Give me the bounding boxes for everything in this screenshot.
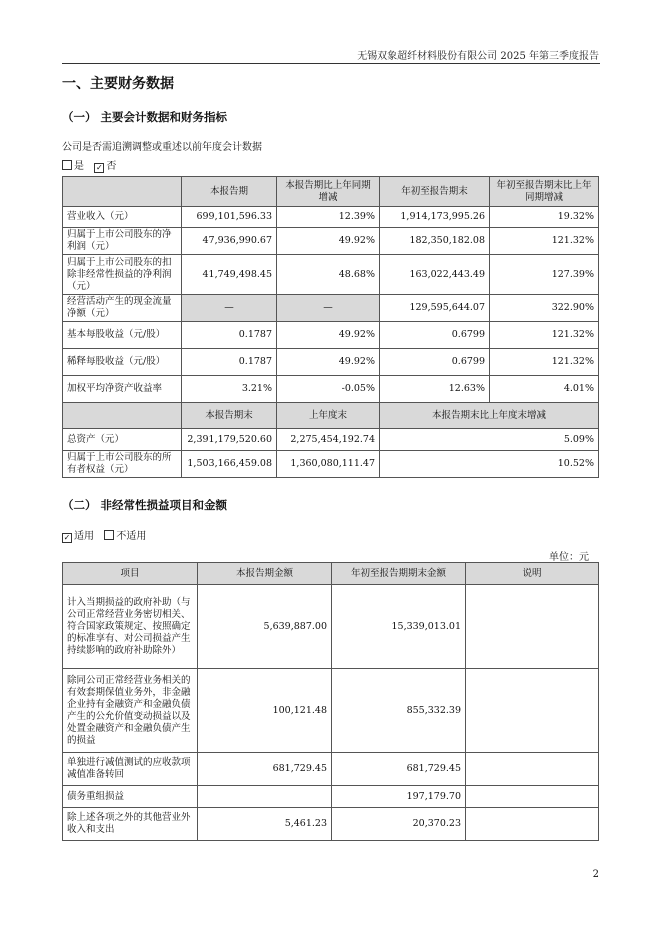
option-applicable-label: 适用: [74, 531, 94, 542]
table-cell: [466, 669, 599, 753]
table-cell: 681,729.45: [332, 753, 466, 786]
table-cell: 121.32%: [490, 228, 599, 255]
table-cell: 0.1787: [182, 322, 277, 349]
subsection-2-title: （二） 非经常性损益项目和金额: [62, 498, 228, 512]
table-cell: [466, 786, 599, 808]
row-label: 除上述各项之外的其他营业外收入和支出: [63, 808, 198, 841]
table1-header: 年初至报告期末: [380, 177, 490, 207]
table-cell: 3.21%: [182, 376, 277, 403]
row-label: 总资产（元）: [63, 429, 182, 451]
table-cell: 12.39%: [277, 207, 380, 228]
table-cell: 699,101,596.33: [182, 207, 277, 228]
table-cell: 47,936,990.67: [182, 228, 277, 255]
applicability-options: [62, 527, 146, 543]
option-yes-label: 是: [74, 161, 84, 172]
table-cell: 0.6799: [380, 322, 490, 349]
table-cell: 49.92%: [277, 349, 380, 376]
table-row: [63, 786, 599, 808]
checkbox-not-applicable[interactable]: [104, 530, 114, 540]
table1-header: 本报告期: [182, 177, 277, 207]
table-row: [63, 585, 599, 669]
non-recurring-items-table: [62, 562, 599, 841]
table-cell: 5,461.23: [198, 808, 332, 841]
table-cell: 127.39%: [490, 255, 599, 295]
table-cell: 681,729.45: [198, 753, 332, 786]
table-row: [63, 255, 599, 295]
row-label: 经营活动产生的现金流量净额（元）: [63, 295, 182, 322]
table2-header: 本报告期金额: [198, 563, 332, 585]
table-cell: 163,022,443.49: [380, 255, 490, 295]
table1b-header: 上年度末: [277, 403, 380, 429]
table1b-header: 本报告期末比上年度末增减: [380, 403, 599, 429]
table-cell: 100,121.48: [198, 669, 332, 753]
row-label: 加权平均净资产收益率: [63, 376, 182, 403]
row-label: 稀释每股收益（元/股）: [63, 349, 182, 376]
row-label: 基本每股收益（元/股）: [63, 322, 182, 349]
table-cell: 20,370.23: [332, 808, 466, 841]
table-row: [63, 451, 599, 478]
row-label: 归属于上市公司股东的净利润（元）: [63, 228, 182, 255]
table2-header: 说明: [466, 563, 599, 585]
table-cell: 5,639,887.00: [198, 585, 332, 669]
table2-header: 项目: [63, 563, 198, 585]
table-cell: —: [182, 295, 277, 322]
table-row: [63, 753, 599, 786]
table1b-header: 本报告期末: [182, 403, 277, 429]
table-cell: [466, 808, 599, 841]
row-label: 营业收入（元）: [63, 207, 182, 228]
table1-header: 本报告期比上年同期增减: [277, 177, 380, 207]
row-label: 归属于上市公司股东的所有者权益（元）: [63, 451, 182, 478]
table-row: [63, 669, 599, 753]
table-cell: 5.09%: [380, 429, 599, 451]
table-cell: 121.32%: [490, 349, 599, 376]
table-cell: 1,360,080,111.47: [277, 451, 380, 478]
restatement-question: 公司是否需追溯调整或重述以前年度会计数据: [62, 142, 262, 153]
table-row: [63, 228, 599, 255]
header-divider: [62, 63, 600, 64]
table-cell: 1,914,173,995.26: [380, 207, 490, 228]
table-row: [63, 295, 599, 322]
table-row: [63, 808, 599, 841]
table-cell: [466, 585, 599, 669]
table-cell: —: [277, 295, 380, 322]
table2-header: 年初至报告期期末金额: [332, 563, 466, 585]
table-row: [63, 349, 599, 376]
table-cell: 855,332.39: [332, 669, 466, 753]
table-cell: -0.05%: [277, 376, 380, 403]
table-cell: [466, 753, 599, 786]
page-number: 2: [592, 869, 599, 880]
checkbox-yes[interactable]: [62, 160, 72, 170]
row-label: 计入当期损益的政府补助（与公司正常经营业务密切相关、符合国家政策规定、按照确定的标准享有、对公司损益产生持续影响的政府补助除外）: [63, 585, 198, 669]
table-cell: 0.6799: [380, 349, 490, 376]
table-cell: 15,339,013.01: [332, 585, 466, 669]
row-label: 归属于上市公司股东的扣除非经常性损益的净利润（元）: [63, 255, 182, 295]
table-row: [63, 207, 599, 228]
table-cell: [198, 786, 332, 808]
table-cell: 41,749,498.45: [182, 255, 277, 295]
table1-header: 年初至报告期末比上年同期增减: [490, 177, 599, 207]
restatement-options: [62, 157, 116, 173]
table1b-header-blank: [63, 403, 182, 429]
row-label: 单独进行减值测试的应收款项减值准备转回: [63, 753, 198, 786]
table-cell: 197,179.70: [332, 786, 466, 808]
table-cell: 4.01%: [490, 376, 599, 403]
table-cell: 182,350,182.08: [380, 228, 490, 255]
subsection-1-title: （一） 主要会计数据和财务指标: [62, 110, 228, 124]
row-label: 债务重组损益: [63, 786, 198, 808]
checkbox-no[interactable]: ✓: [96, 163, 103, 172]
section-title: 一、主要财务数据: [62, 76, 174, 92]
table-cell: 12.63%: [380, 376, 490, 403]
unit-label: 单位：元: [549, 552, 589, 563]
table-cell: 121.32%: [490, 322, 599, 349]
table-cell: 322.90%: [490, 295, 599, 322]
table-cell: 129,595,644.07: [380, 295, 490, 322]
report-header-title: 无锡双象超纤材料股份有限公司 2025 年第三季度报告: [357, 51, 599, 62]
table-cell: 19.32%: [490, 207, 599, 228]
table-cell: 48.68%: [277, 255, 380, 295]
table1-header-blank: [63, 177, 182, 207]
table-cell: 1,503,166,459.08: [182, 451, 277, 478]
table-cell: 49.92%: [277, 228, 380, 255]
table-row: [63, 429, 599, 451]
table-cell: 2,391,179,520.60: [182, 429, 277, 451]
table-cell: 10.52%: [380, 451, 599, 478]
table-cell: 2,275,454,192.74: [277, 429, 380, 451]
table-cell: 49.92%: [277, 322, 380, 349]
table-row: [63, 376, 599, 403]
table-row: [63, 322, 599, 349]
table-cell: 0.1787: [182, 349, 277, 376]
checkbox-applicable[interactable]: ✓: [63, 533, 71, 542]
option-not-applicable-label: 不适用: [116, 531, 147, 542]
financial-data-table: [62, 176, 599, 478]
option-no-label: 否: [106, 161, 117, 172]
row-label: 除同公司正常经营业务相关的有效套期保值业务外，非金融企业持有金融资产和金融负债产生的公允价值变动损益以及处置金融资产和金融负债产生的损益: [63, 669, 198, 753]
